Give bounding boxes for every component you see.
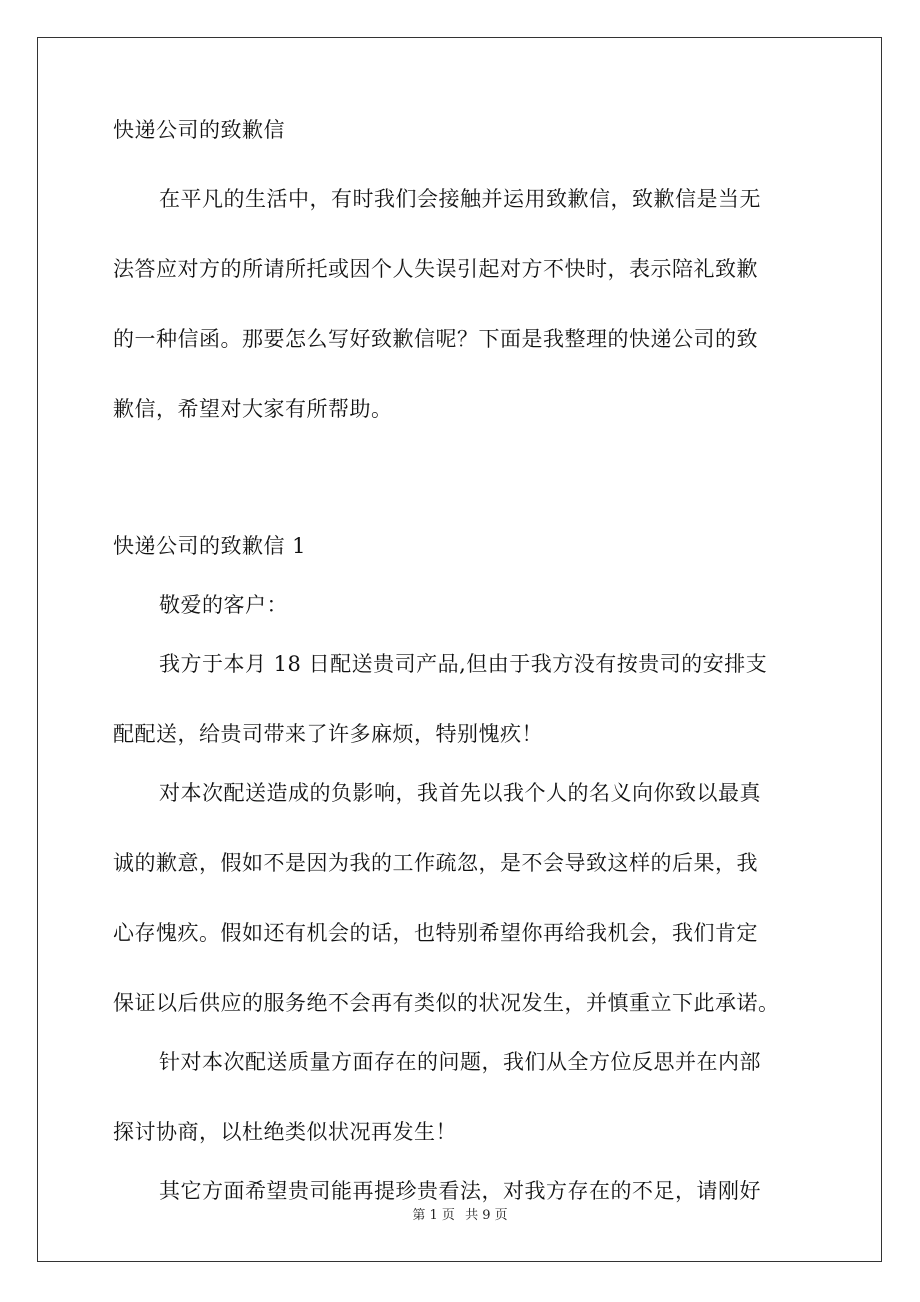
page-footer [0, 1208, 920, 1224]
paragraph-line: 我方于本月 18 日配送贵司产品,但由于我方没有按贵司的安排支 [159, 652, 768, 676]
paragraph-line: 配配送，给贵司带来了许多麻烦，特别愧疚！ [113, 722, 543, 746]
intro-paragraph [113, 187, 825, 421]
page-number: 第 1 页 [412, 1208, 455, 1223]
page-total: 共 9 页 [465, 1208, 508, 1223]
paragraph-line: 对本次配送造成的负影响，我首先以我个人的名义向你致以最真 [159, 781, 761, 805]
paragraph-line: 诚的歉意，假如不是因为我的工作疏忽，是不会导致这样的后果，我 [113, 851, 758, 875]
paragraph-line: 其它方面希望贵司能再提珍贵看法，对我方存在的不足，请刚好 [159, 1179, 761, 1203]
document-title: 快递公司的致歉信 [113, 118, 285, 142]
intro-line: 在平凡的生活中，有时我们会接触并运用致歉信，致歉信是当无 [159, 187, 761, 211]
paragraph-line: 保证以后供应的服务绝不会再有类似的状况发生，并慎重立下此承诺。 [113, 991, 780, 1015]
paragraph-4 [113, 1179, 825, 1203]
intro-line: 歉信，希望对大家有所帮助。 [113, 397, 393, 421]
intro-line: 的一种信函。那要怎么写好致歉信呢？下面是我整理的快递公司的致 [113, 327, 758, 351]
paragraph-3 [113, 1050, 825, 1144]
paragraph-1 [113, 652, 825, 746]
paragraph-line: 心存愧疚。假如还有机会的话，也特别希望你再给我机会，我们肯定 [113, 921, 758, 945]
paragraph-2 [113, 781, 825, 1015]
document-body [113, 118, 825, 1203]
paragraph-line: 探讨协商，以杜绝类似状况再发生！ [113, 1120, 457, 1144]
greeting: 敬爱的客户： [159, 593, 288, 617]
letter-title: 快递公司的致歉信 1 [113, 534, 307, 558]
paragraph-line: 针对本次配送质量方面存在的问题，我们从全方位反思并在内部 [159, 1050, 761, 1074]
intro-line: 法答应对方的所请所托或因个人失误引起对方不快时，表示陪礼致歉 [113, 257, 758, 281]
